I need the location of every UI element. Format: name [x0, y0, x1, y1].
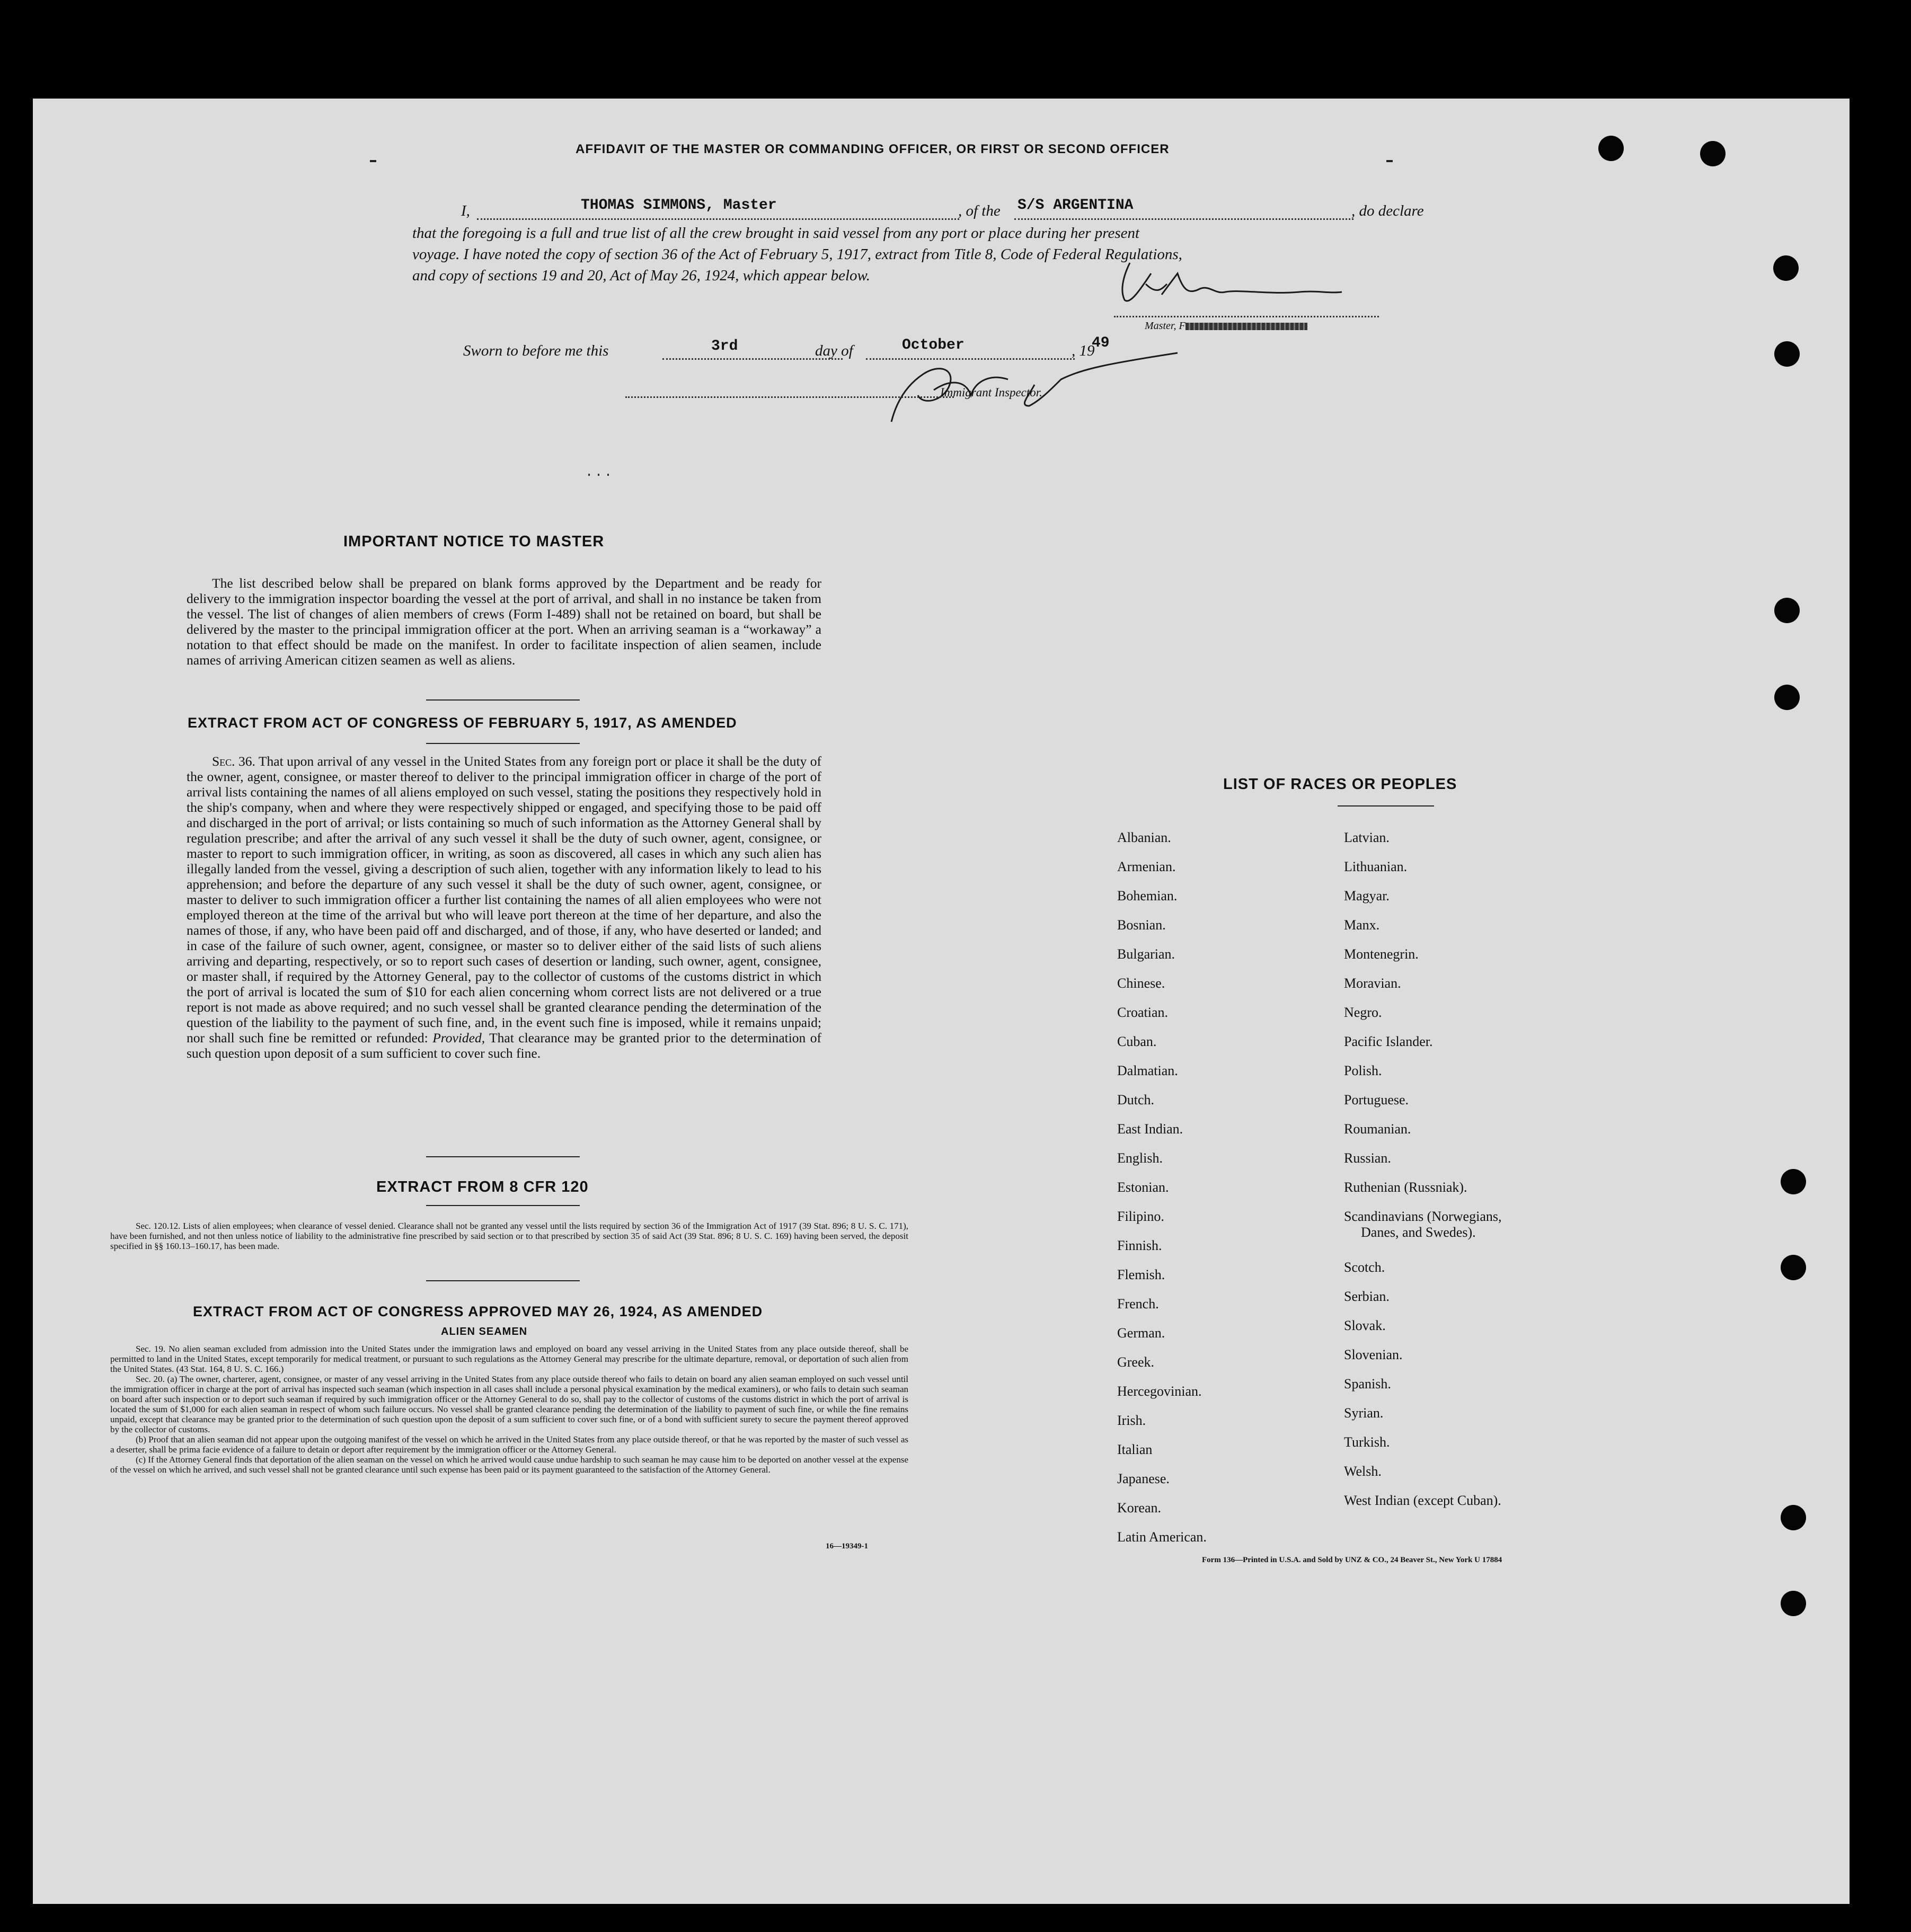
race-item: Portuguese.: [1344, 1092, 1409, 1107]
race-item: Lithuanian.: [1344, 859, 1408, 874]
race-item: Chinese.: [1117, 976, 1165, 991]
cfr-paragraph: [110, 1221, 908, 1251]
race-item: German.: [1117, 1325, 1165, 1341]
race-item: Japanese.: [1117, 1471, 1170, 1486]
notice-heading: IMPORTANT NOTICE TO MASTER: [343, 533, 605, 550]
speck-mark: [1386, 160, 1393, 162]
year-prefix: , 19: [1072, 342, 1095, 359]
race-item: Albanian.: [1117, 830, 1171, 845]
alien-seamen-subheading: ALIEN SEAMEN: [441, 1326, 528, 1337]
extract-1917-heading: EXTRACT FROM ACT OF CONGRESS OF FEBRUARY 5, 1917, AS AMENDED: [188, 715, 737, 731]
race-item: Greek.: [1117, 1354, 1155, 1370]
binder-hole: [1781, 1169, 1806, 1194]
race-item: French.: [1117, 1296, 1159, 1311]
name-line: [477, 218, 959, 220]
sworn-month: October: [902, 337, 965, 353]
inspector-signature-line: [625, 396, 954, 398]
affidavit-heading: AFFIDAVIT OF THE MASTER OR COMMANDING OFFICER, OR FIRST OR SECOND OFFICER: [576, 142, 1170, 156]
binder-hole: [1774, 685, 1800, 710]
sworn-year: 49: [1092, 335, 1110, 351]
binder-hole: [1774, 341, 1800, 367]
inspector-caption: Immigrant Inspector.: [940, 386, 1042, 399]
extract-1917-divider: [426, 743, 580, 744]
race-item: Scotch.: [1344, 1260, 1385, 1275]
sec-20c-text: (c) If the Attorney General finds that deportation of the alien seaman on the vessel on which he arrived would cause undue hardship to such seaman he may cause him to be deported on another vessel at the expense of the vessel on which he arrived, and such vessel shall not be granted clearance until such expense has been paid or its payment guaranteed to the satisfaction of the Attorney General.: [110, 1455, 908, 1475]
race-item: Magyar.: [1344, 888, 1390, 903]
binder-hole: [1774, 598, 1800, 623]
master-signature: [1109, 252, 1363, 316]
binder-hole: [1781, 1591, 1806, 1616]
sec-36-label: Sec. 36.: [212, 754, 255, 769]
extract-1924-heading: EXTRACT FROM ACT OF CONGRESS APPROVED MAY 26, 1924, AS AMENDED: [193, 1304, 763, 1319]
race-item: Spanish.: [1344, 1376, 1391, 1392]
sec-19-text: Sec. 19. No alien seaman excluded from admission into the United States under the immigration laws and employed on board any vessel arriving in the United States from any place outside thereof, shall be permitted to land in the United States, except temporarily for medical treatment, or pursuant to such regulations as the Attorney General may prescribe for the ultimate departure, removal, or deportation of such alien from the United States. (43 Stat. 164, 8 U. S. C. 166.): [110, 1344, 908, 1374]
sec-20a-text: Sec. 20. (a) The owner, charterer, agent, consignee, or master of any vessel arriving in the United States from any place outside thereof who fails to detain on board any alien seaman employed on such vessel until the immigration officer in charge at the port of arrival has inspected such seaman (which inspection in all cases shall include a personal physical examination by the medical examiners), or who fails to detain such seaman on board after such inspection or to deport such seaman if required by such immigration officer or the Attorney General to do so, shall pay to the collector of customs of the customs district in which the port of arrival is located the sum of $1,000 for each alien seaman in respect of whom such failure occurs. No vessel shall be granted clearance pending the determination of the liability to payment of such fine, or while the fine remains unpaid, except that clearance may be granted prior to the determination of such question upon the deposit of a sum sufficient to cover such fine, or of a bond with sufficient surety to secure the payment thereof approved by the collector of customs.: [110, 1374, 908, 1434]
notice-paragraph: [187, 575, 821, 668]
cfr-text: Sec. 120.12. Lists of alien employees; when clearance of vessel denied. Clearance shall not be granted any vessel until the lists required by section 36 of the Immigration Act of 1917 (39 Stat. 896; 8 U. S. C. 171), have been furnished, and not then unless notice of liability to the administrative fine prescribed by said section or to that prescribed by section 35 of said Act (39 Stat. 896; 8 U. S. C. 169) having been served, the deposit specified in §§ 160.13–160.17, has been made.: [110, 1221, 908, 1251]
race-item: Bulgarian.: [1117, 946, 1175, 962]
race-item: English.: [1117, 1150, 1163, 1166]
race-item: Montenegrin.: [1344, 946, 1419, 962]
notice-text: The list described below shall be prepared on blank forms approved by the Department and be ready for delivery to the immigration inspector boarding the vessel at the port of arrival, and shall in no instance be taken from the vessel. The list of changes of alien members of crews (Form I-489) shall not be retained on board, but shall be delivered by the master to the principal immigration officer at the port. When an arriving seaman is a “workaway” a notation to that effect should be made on the manifest. In order to facilitate inspection of alien seamen, include names of arriving American citizen seamen as well as aliens.: [187, 575, 821, 668]
race-item: Slovenian.: [1344, 1347, 1403, 1362]
provided-word: Provided,: [432, 1030, 485, 1045]
struck-out-text: [1185, 323, 1307, 330]
sec-36-text-end: That clearance may be granted prior to the determination of such question upon deposit of a sum sufficient to cover such fine.: [187, 1030, 822, 1061]
vessel-name: S/S ARGENTINA: [1018, 197, 1134, 214]
master-signature-line: [1114, 316, 1379, 317]
race-item: Latvian.: [1344, 830, 1390, 845]
race-item: Korean.: [1117, 1500, 1162, 1516]
race-item: Armenian.: [1117, 859, 1176, 874]
race-item: Croatian.: [1117, 1005, 1169, 1020]
master-caption: [1145, 320, 1307, 332]
cfr-divider: [426, 1205, 580, 1206]
binder-hole: [1773, 255, 1799, 281]
cfr-end-divider: [426, 1280, 580, 1281]
sec-20b-text: (b) Proof that an alien seaman did not appear upon the outgoing manifest of the vessel on which he arrived in the United States from any place outside thereof, or that he was reported by the master of such vessel as a deserter, shall be prima facie evidence of a failure to detain or deport after requirement by the immigration officer or the Attorney General.: [110, 1434, 908, 1455]
race-item: Serbian.: [1344, 1289, 1390, 1304]
extract-1917-content: [187, 754, 821, 1061]
races-heading: LIST OF RACES OR PEOPLES: [1223, 776, 1457, 793]
form-footer: Form 136—Printed in U.S.A. and Sold by UNZ & CO., 24 Beaver St., New York U 17884: [1202, 1556, 1502, 1564]
day-of-text: day of: [815, 342, 853, 359]
race-item: East Indian.: [1117, 1121, 1183, 1137]
race-item: Latin American.: [1117, 1529, 1207, 1545]
race-item: Italian: [1117, 1442, 1153, 1457]
race-item: West Indian (except Cuban).: [1344, 1493, 1501, 1508]
race-item: Scandinavians (Norwegians,: [1344, 1209, 1502, 1224]
race-item: Flemish.: [1117, 1267, 1165, 1282]
sworn-day: 3rd: [711, 338, 738, 355]
race-item: Syrian.: [1344, 1405, 1384, 1421]
race-item: Bohemian.: [1117, 888, 1178, 903]
form-code: 16—19349-1: [826, 1542, 868, 1550]
race-item: Pacific Islander.: [1344, 1034, 1433, 1049]
extract-1917-end-divider: [426, 1156, 580, 1157]
race-item: Russian.: [1344, 1150, 1391, 1166]
race-item: Estonian.: [1117, 1180, 1169, 1195]
of-the-text: , of the: [958, 202, 1001, 219]
affidavit-line-2: that the foregoing is a full and true list of all the crew brought in said vessel from any port or place during her present: [412, 225, 1140, 242]
binder-hole: [1781, 1505, 1806, 1530]
race-item: Hercegovinian.: [1117, 1384, 1202, 1399]
race-item: Bosnian.: [1117, 917, 1166, 933]
race-item: Moravian.: [1344, 976, 1401, 991]
race-item: Slovak.: [1344, 1318, 1386, 1333]
master-name: THOMAS SIMMONS, Master: [581, 197, 777, 214]
race-item: Finnish.: [1117, 1238, 1162, 1253]
race-item: Roumanian.: [1344, 1121, 1411, 1137]
vessel-line: [1014, 218, 1353, 220]
sworn-prefix: Sworn to before me this: [463, 342, 609, 359]
affidavit-line-4: and copy of sections 19 and 20, Act of May 26, 1924, which appear below.: [412, 267, 870, 284]
race-item: Welsh.: [1344, 1464, 1382, 1479]
race-item: Filipino.: [1117, 1209, 1164, 1224]
speck-mark: [588, 474, 609, 476]
master-caption-text: Master, F: [1145, 320, 1185, 332]
extract-1917-paragraph: [187, 754, 821, 1061]
race-item: Dutch.: [1117, 1092, 1155, 1107]
race-item: Polish.: [1344, 1063, 1382, 1078]
binder-hole: [1700, 141, 1726, 166]
speck-mark: [370, 160, 376, 162]
binder-hole: [1598, 136, 1624, 161]
races-divider: [1338, 805, 1434, 807]
extract-1924-paragraph: [110, 1344, 908, 1475]
race-item: Dalmatian.: [1117, 1063, 1178, 1078]
document-page: [33, 99, 1850, 1904]
race-item: Negro.: [1344, 1005, 1382, 1020]
cfr-heading: EXTRACT FROM 8 CFR 120: [376, 1178, 589, 1195]
race-item: Danes, and Swedes).: [1361, 1225, 1476, 1240]
race-item: Irish.: [1117, 1413, 1146, 1428]
affidavit-line-3: voyage. I have noted the copy of section 36 of the Act of February 5, 1917, extract from Title 8, Code of Federal Regulations,: [412, 246, 1182, 263]
race-item: Turkish.: [1344, 1434, 1390, 1450]
race-item: Cuban.: [1117, 1034, 1157, 1049]
sec-36-text: That upon arrival of any vessel in the United States from any foreign port or place it shall be the duty of the owner, agent, consignee, or master thereof to deliver to the principal immigration officer in charge of the port of arrival lists containing the names of all aliens employed on such vessel, stating the positions they respectively hold in the ship's company, when and where they were respectively shipped or engaged, and specifying those to be paid off and discharged in the port of arrival; or lists containing so much of such information as the Attorney General shall by regulation prescribe; and after the arrival of any such vessel it shall be the duty of such owner, agent, consignee, or master to report to such immigration officer, in writing, as soon as discovered, all cases in which any such alien has illegally landed from the vessel, giving a description of such alien, together with any information likely to lead to his apprehension; and before the departure of any such vessel it shall be the duty of such owner, agent, consignee, or master to deliver to such immigration officer a further list containing the names of all alien employees who were not employed thereon at the time of the arrival but who will leave port thereon at the time of her departure, and also the names of those, if any, who have been paid off and discharged, and of those, if any, who have deserted or landed; and in case of the failure of such owner, agent, consignee, or master so to deliver either of the said lists of such aliens arriving and departing, respectively, or so to report such cases of desertion or landing, such owner, agent, consignee, or master shall, if required by the Attorney General, pay to the collector of customs of the customs district in which the port of arrival is located the sum of $10 for each alien concerning whom correct lists are not delivered or a true report is not made as above required; and no such vessel shall be granted clearance pending the determination of the question of the liability to the payment of such fine, and, in the event such fine is imposed, while it remains unpaid; nor shall such fine be remitted or refunded:: [187, 754, 821, 1045]
race-item: Manx.: [1344, 917, 1380, 933]
race-item: Ruthenian (Russniak).: [1344, 1180, 1467, 1195]
affidavit-prefix: I,: [461, 202, 470, 219]
binder-hole: [1781, 1255, 1806, 1280]
notice-divider: [426, 699, 580, 701]
do-declare-text: , do declare: [1351, 202, 1424, 219]
